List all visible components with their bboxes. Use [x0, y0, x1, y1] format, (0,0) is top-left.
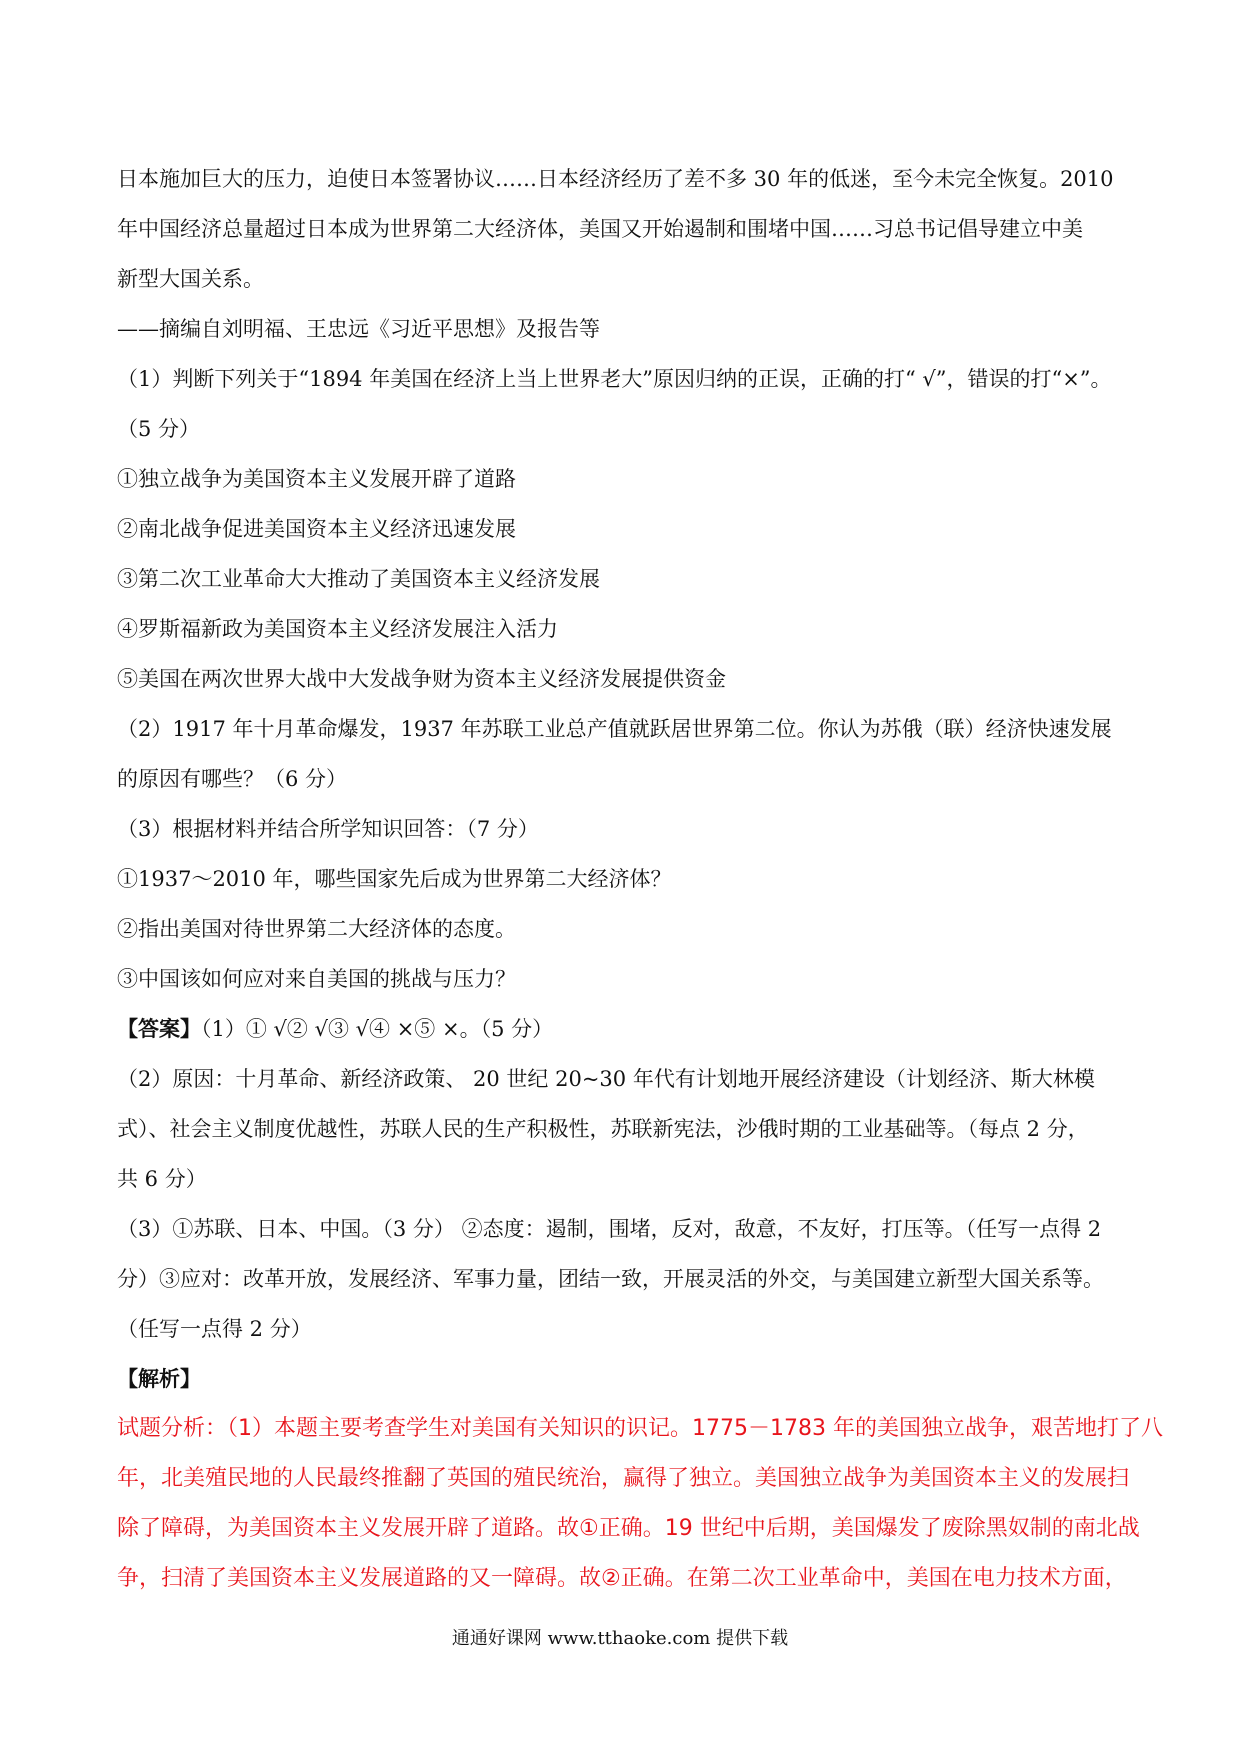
- question-1-option: ③第二次工业革命大大推动了美国资本主义经济发展: [117, 567, 600, 591]
- analysis-line: 试题分析：（1）本题主要考查学生对美国有关知识的识记。1775－1783 年的美国独立战争，艰苦地打了八: [117, 1416, 1163, 1441]
- answer-line: 式）、社会主义制度优越性，苏联人民的生产积极性，苏联新宪法，沙俄时期的工业基础等。（每点 2 分，: [117, 1117, 1089, 1141]
- question-1-line: （5 分）: [117, 417, 201, 441]
- answer-part-1: （1）① √② √③ √④ ×⑤ ×。（5 分）: [201, 1017, 554, 1041]
- analysis-line: 争，扫清了美国资本主义发展道路的又一障碍。故②正确。在第二次工业革命中，美国在电力技术方面，: [117, 1566, 1127, 1591]
- answer-line: （2）原因：十月革命、新经济政策、 20 世纪 20~30 年代有计划地开展经济建设（计划经济、斯大林模: [117, 1067, 1095, 1091]
- source-citation: ——摘编自刘明福、王忠远《习近平思想》及报告等: [117, 317, 600, 341]
- question-2-line: 的原因有哪些？（6 分）: [117, 767, 348, 791]
- answer-line: （3）①苏联、日本、中国。（3 分） ②态度：遏制，围堵，反对，敌意，不友好，打压等。（任写一点得 2: [117, 1217, 1102, 1241]
- question-3-line: ③中国该如何应对来自美国的挑战与压力？: [117, 967, 516, 991]
- question-1-option: ⑤美国在两次世界大战中大发战争财为资本主义经济发展提供资金: [117, 667, 726, 691]
- answer-line: （任写一点得 2 分）: [117, 1317, 312, 1341]
- question-3-line: ②指出美国对待世界第二大经济体的态度。: [117, 917, 516, 941]
- answer-line: 共 6 分）: [117, 1167, 207, 1191]
- question-3-line: ①1937～2010 年，哪些国家先后成为世界第二大经济体？: [117, 867, 672, 891]
- question-2-line: （2）1917 年十月革命爆发，1937 年苏联工业总产值就跃居世界第二位。你认为苏俄（联）经济快速发展: [117, 717, 1112, 741]
- analysis-line: 年，北美殖民地的人民最终推翻了英国的殖民统治，赢得了独立。美国独立战争为美国资本主义的发展扫: [117, 1466, 1130, 1491]
- question-1-option: ④罗斯福新政为美国资本主义经济发展注入活力: [117, 617, 558, 641]
- question-1-option: ②南北战争促进美国资本主义经济迅速发展: [117, 517, 516, 541]
- analysis-label: 【解析】: [117, 1366, 201, 1391]
- answer-label: 【答案】: [117, 1016, 201, 1041]
- question-1-line: （1）判断下列关于“1894 年美国在经济上当上世界老大”原因归纳的正误，正确的打“ √”，错误的打“×”。: [117, 367, 1112, 391]
- material-line: 年中国经济总量超过日本成为世界第二大经济体，美国又开始遏制和围堵中国……习总书记倡导建立中美: [117, 217, 1083, 241]
- document-body: [117, 154, 1163, 1604]
- analysis-line: 除了障碍，为美国资本主义发展开辟了道路。故①正确。19 世纪中后期，美国爆发了废除黑奴制的南北战: [117, 1516, 1140, 1541]
- material-line: 日本施加巨大的压力，迫使日本签署协议……日本经济经历了差不多 30 年的低迷，至今未完全恢复。2010: [117, 167, 1114, 191]
- material-line: 新型大国关系。: [117, 267, 264, 291]
- question-1-option: ①独立战争为美国资本主义发展开辟了道路: [117, 467, 516, 491]
- question-3-line: （3）根据材料并结合所学知识回答：（7 分）: [117, 817, 539, 841]
- page-footer: 通通好课网 www.tthaoke.com 提供下载: [451, 1628, 789, 1649]
- answer-line: [117, 1004, 1135, 1054]
- answer-line: 分）③应对：改革开放，发展经济、军事力量，团结一致，开展灵活的外交，与美国建立新型大国关系等。: [117, 1267, 1104, 1291]
